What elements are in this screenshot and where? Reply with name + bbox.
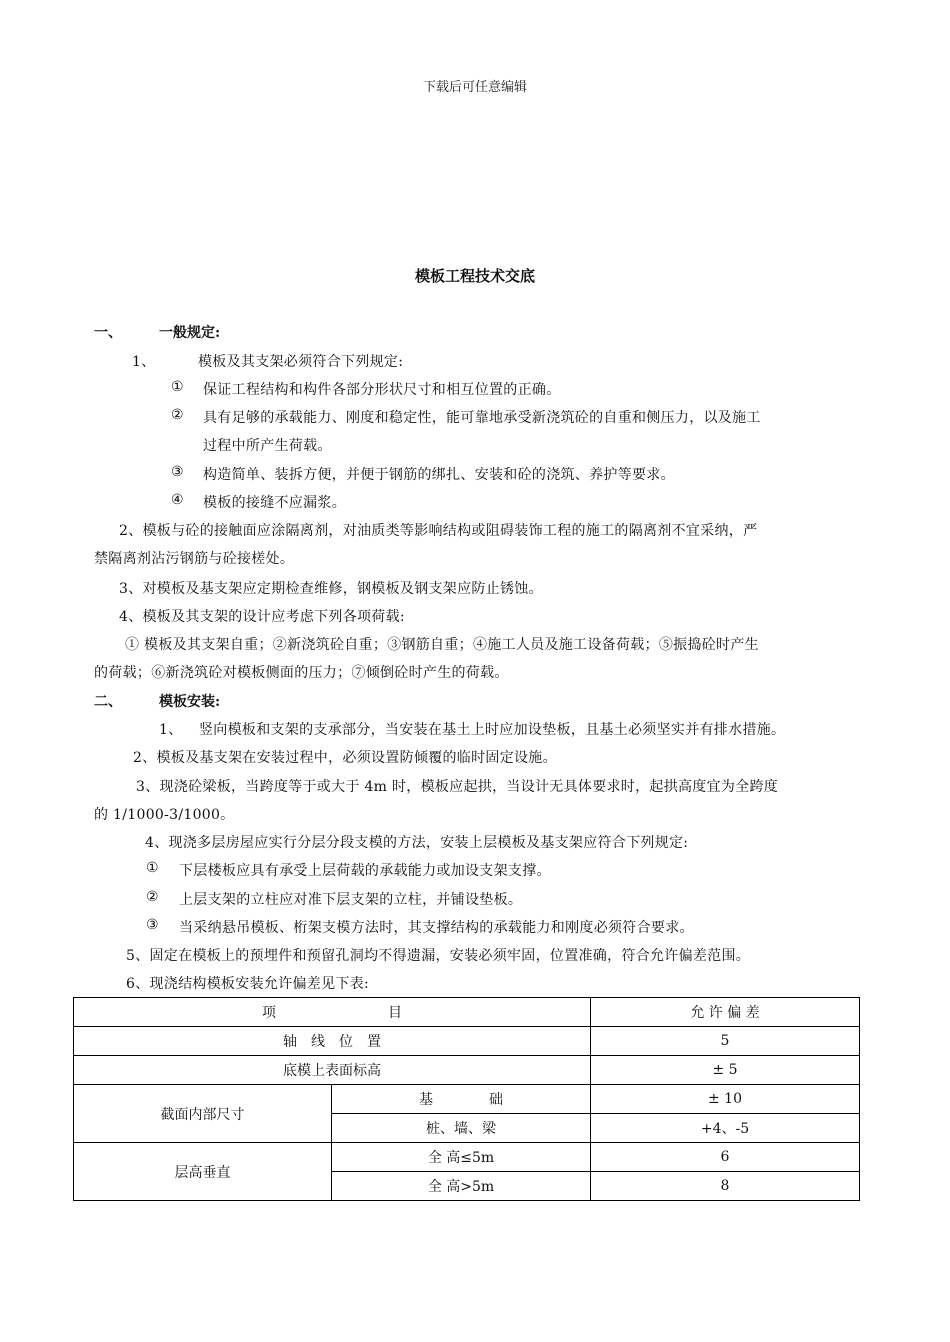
table-row xyxy=(74,1027,860,1056)
s2-p6: 6、现浇结构模板安装允许偏差见下表: xyxy=(126,976,370,992)
s1-item-mark: ④ xyxy=(171,492,184,508)
s2-item-text: 上层支架的立柱应对准下层支架的立柱，并铺设垫板。 xyxy=(179,892,523,908)
table-header-deviation: 允 许 偏 差 xyxy=(591,998,860,1027)
table-cell-value: 5 xyxy=(591,1027,860,1056)
s2-p3-line2: 的 1/1000-3/1000。 xyxy=(94,807,235,823)
s1-item-text: 模板的接缝不应漏浆。 xyxy=(203,495,346,511)
s2-item-mark: ① xyxy=(146,860,159,876)
table-header-item: 项 目 xyxy=(74,998,591,1027)
table-cell-value: 8 xyxy=(591,1172,860,1201)
section-1-heading: 一般规定: xyxy=(159,325,221,341)
s2-p5: 5、固定在模板上的预埋件和预留孔洞均不得遗漏，安装必须牢固，位置准确，符合允许偏差范围。 xyxy=(126,948,751,964)
section-2-number: 二、 xyxy=(94,694,122,710)
s1-p1-text: 模板及其支架必须符合下列规定: xyxy=(198,354,404,370)
tolerance-table xyxy=(73,997,860,1201)
s1-item-text: 过程中所产生荷载。 xyxy=(203,438,332,454)
s1-item-mark: ① xyxy=(171,379,184,395)
s1-p4: 4、模板及其支架的设计应考虑下列各项荷载: xyxy=(119,609,405,625)
table-cell-sublabel: 全 高>5m xyxy=(332,1172,591,1201)
s1-item-mark: ② xyxy=(171,407,184,423)
table-cell-value: ± 5 xyxy=(591,1056,860,1085)
table-cell-value: ± 10 xyxy=(591,1085,860,1114)
s1-p4-loads-line1: ① 模板及其支架自重；②新浇筑砼自重；③钢筋自重；④施工人员及施工设备荷载；⑤振捣砼时产生 xyxy=(125,637,759,653)
section-1-number: 一、 xyxy=(94,325,122,341)
document-title: 模板工程技术交底 xyxy=(414,267,535,285)
s1-p2-line1: 2、模板与砼的接触面应涂隔离剂，对油质类等影响结构或阻碍装饰工程的施工的隔离剂不宜采纳，严 xyxy=(119,523,758,539)
s1-p4-loads-line2: 的荷载；⑥新浇筑砼对模板侧面的压力；⑦倾倒砼时产生的荷载。 xyxy=(94,665,509,681)
s2-p2: 2、模板及基支架在安装过程中，必须设置防倾覆的临时固定设施。 xyxy=(133,750,557,766)
s2-item-text: 下层楼板应具有承受上层荷载的承载能力或加设支架支撑。 xyxy=(179,863,551,879)
table-cell-sublabel: 全 高≤5m xyxy=(332,1143,591,1172)
table-row xyxy=(74,1085,860,1114)
s1-p3: 3、对模板及基支架应定期检查维修，钢模板及钢支架应防止锈蚀。 xyxy=(119,581,543,597)
s1-p1-number: 1、 xyxy=(132,354,156,370)
table-cell-group: 层高垂直 xyxy=(74,1143,332,1201)
table-cell-label: 轴 线 位 置 xyxy=(74,1027,591,1056)
page-header: 下载后可任意编辑 xyxy=(422,80,527,95)
table-cell-group: 截面内部尺寸 xyxy=(74,1085,332,1143)
table-row xyxy=(74,1056,860,1085)
table-row xyxy=(74,1143,860,1172)
s1-p2-line2: 禁隔离剂沾污钢筋与砼接槎处。 xyxy=(94,551,295,567)
s1-item-text: 具有足够的承载能力、刚度和稳定性，能可靠地承受新浇筑砼的自重和侧压力，以及施工 xyxy=(203,410,761,426)
section-2-heading: 模板安装: xyxy=(159,694,221,710)
table-cell-sublabel: 基 础 xyxy=(332,1085,591,1114)
s2-item-mark: ② xyxy=(146,889,159,905)
s2-p4: 4、现浇多层房屋应实行分层分段支模的方法，安装上层模板及基支架应符合下列规定: xyxy=(145,835,689,851)
table-cell-value: 6 xyxy=(591,1143,860,1172)
table-cell-label: 底模上表面标高 xyxy=(74,1056,591,1085)
table-cell-value: +4、-5 xyxy=(591,1114,860,1143)
s1-item-text: 构造简单、装拆方便，并便于钢筋的绑扎、安装和砼的浇筑、养护等要求。 xyxy=(203,467,675,483)
table-cell-sublabel: 桩、墙、梁 xyxy=(332,1114,591,1143)
s2-p3-line1: 3、现浇砼梁板，当跨度等于或大于 4m 时，模板应起拱，当设计无具体要求时，起拱高度宜为全跨度 xyxy=(136,779,779,795)
s2-p1-text: 竖向模板和支架的支承部分，当安装在基土上时应加设垫板，且基土必须坚实并有排水措施。 xyxy=(199,722,786,738)
s2-item-text: 当采纳悬吊模板、桁架支模方法时，其支撑结构的承载能力和刚度必须符合要求。 xyxy=(179,920,694,936)
table-header-row xyxy=(74,998,860,1027)
s2-p1-number: 1、 xyxy=(159,722,183,738)
s1-item-mark: ③ xyxy=(171,464,184,480)
s1-item-text: 保证工程结构和构件各部分形状尺寸和相互位置的正确。 xyxy=(203,382,561,398)
s2-item-mark: ③ xyxy=(146,917,159,933)
